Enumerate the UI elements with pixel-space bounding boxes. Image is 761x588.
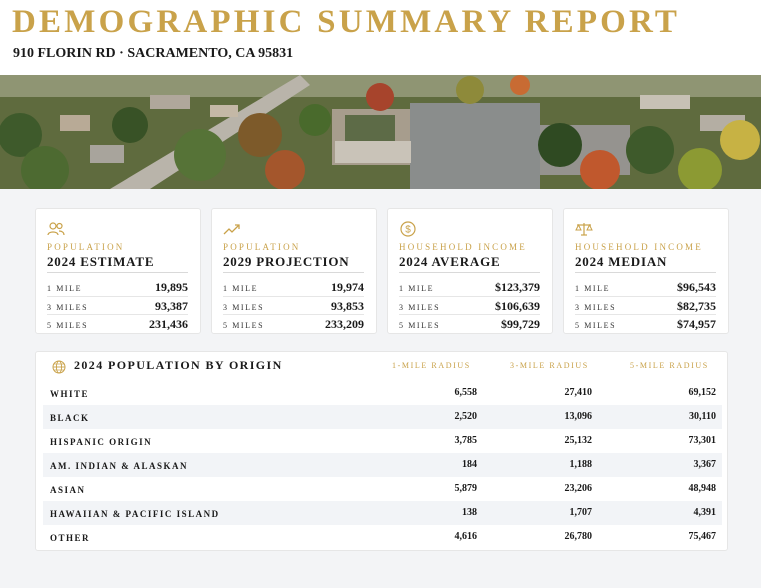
row-value: 233,209 — [325, 317, 364, 331]
value-1-mile: 5,879 — [454, 483, 477, 494]
table-row — [43, 453, 722, 477]
row-value: 19,895 — [155, 280, 188, 294]
row-label: 5 MILES — [575, 321, 617, 330]
population-by-origin-table — [35, 351, 728, 551]
card-row — [223, 278, 364, 296]
card-label: POPULATION — [47, 242, 125, 252]
value-1-mile: 3,785 — [454, 435, 477, 446]
row-value: 93,853 — [331, 299, 364, 313]
card-row — [47, 314, 188, 332]
row-label: 1 MILE — [47, 284, 83, 293]
row-label: 3 MILES — [47, 303, 89, 312]
row-label: 5 MILES — [223, 321, 265, 330]
card-label: HOUSEHOLD INCOME — [575, 242, 703, 252]
value-3-mile: 1,707 — [569, 507, 592, 518]
row-label: 3 MILES — [399, 303, 441, 312]
row-label: AM. INDIAN & ALASKAN — [50, 461, 189, 471]
value-5-mile: 75,467 — [688, 531, 716, 542]
value-1-mile: 4,616 — [454, 531, 477, 542]
row-value: $106,639 — [495, 299, 540, 313]
column-header-1-mile: 1-MILE RADIUS — [392, 361, 471, 370]
card-label: HOUSEHOLD INCOME — [399, 242, 527, 252]
card-heading: 2024 AVERAGE — [399, 254, 501, 269]
table-row — [43, 477, 722, 501]
table-row — [43, 381, 722, 405]
row-value: 93,387 — [155, 299, 188, 313]
row-label: WHITE — [50, 389, 90, 399]
card-heading: 2024 MEDIAN — [575, 254, 668, 269]
column-header-5-mile: 5-MILE RADIUS — [630, 361, 709, 370]
row-value: $96,543 — [677, 280, 716, 294]
row-label: 5 MILES — [399, 321, 441, 330]
globe-icon — [52, 360, 66, 374]
row-value: $74,957 — [677, 317, 716, 331]
card-row — [575, 278, 716, 296]
value-5-mile: 73,301 — [688, 435, 716, 446]
table-row — [43, 429, 722, 453]
scales-icon — [575, 221, 593, 237]
value-5-mile: 3,367 — [693, 459, 716, 470]
row-value: $82,735 — [677, 299, 716, 313]
card-population-2029 — [211, 208, 377, 334]
column-header-3-mile: 3-MILE RADIUS — [510, 361, 589, 370]
row-label: ASIAN — [50, 485, 86, 495]
row-label: 5 MILES — [47, 321, 89, 330]
report-title: DEMOGRAPHIC SUMMARY REPORT — [12, 4, 681, 40]
value-1-mile: 6,558 — [454, 387, 477, 398]
property-address: 910 FLORIN RD · SACRAMENTO, CA 95831 — [13, 46, 294, 61]
row-value: 19,974 — [331, 280, 364, 294]
card-row — [399, 278, 540, 296]
card-row — [47, 296, 188, 314]
card-heading: 2029 PROJECTION — [223, 254, 350, 269]
row-label: HAWAIIAN & PACIFIC ISLAND — [50, 509, 220, 519]
card-row — [223, 296, 364, 314]
row-value: $123,379 — [495, 280, 540, 294]
value-5-mile: 4,391 — [693, 507, 716, 518]
card-heading: 2024 ESTIMATE — [47, 254, 155, 269]
table-row — [43, 501, 722, 525]
dollar-coin-icon — [399, 221, 417, 237]
aerial-photo — [0, 75, 761, 189]
card-row — [399, 296, 540, 314]
row-value: 231,436 — [149, 317, 188, 331]
value-5-mile: 48,948 — [688, 483, 716, 494]
row-label: 1 MILE — [399, 284, 435, 293]
value-1-mile: 138 — [462, 507, 477, 518]
value-3-mile: 1,188 — [569, 459, 592, 470]
row-label: HISPANIC ORIGIN — [50, 437, 153, 447]
card-row — [575, 296, 716, 314]
card-income-median — [563, 208, 729, 334]
trend-up-icon — [223, 221, 241, 237]
value-3-mile: 13,096 — [564, 411, 592, 422]
row-label: OTHER — [50, 533, 91, 543]
value-1-mile: 2,520 — [454, 411, 477, 422]
value-5-mile: 30,110 — [689, 411, 716, 422]
card-row — [223, 314, 364, 332]
report-header — [0, 0, 761, 75]
card-label: POPULATION — [223, 242, 301, 252]
row-label: BLACK — [50, 413, 90, 423]
value-3-mile: 27,410 — [564, 387, 592, 398]
value-3-mile: 26,780 — [564, 531, 592, 542]
row-label: 1 MILE — [223, 284, 259, 293]
people-icon — [47, 221, 65, 237]
card-row — [399, 314, 540, 332]
card-row — [575, 314, 716, 332]
card-row — [47, 278, 188, 296]
row-label: 3 MILES — [575, 303, 617, 312]
card-population-2024 — [35, 208, 201, 334]
row-label: 1 MILE — [575, 284, 611, 293]
table-row — [43, 525, 722, 549]
card-income-average — [387, 208, 553, 334]
table-row — [43, 405, 722, 429]
value-1-mile: 184 — [462, 459, 477, 470]
row-label: 3 MILES — [223, 303, 265, 312]
value-5-mile: 69,152 — [688, 387, 716, 398]
row-value: $99,729 — [501, 317, 540, 331]
value-3-mile: 25,132 — [564, 435, 592, 446]
svg-text:$: $ — [405, 224, 411, 236]
table-title: 2024 POPULATION BY ORIGIN — [74, 358, 283, 372]
value-3-mile: 23,206 — [564, 483, 592, 494]
